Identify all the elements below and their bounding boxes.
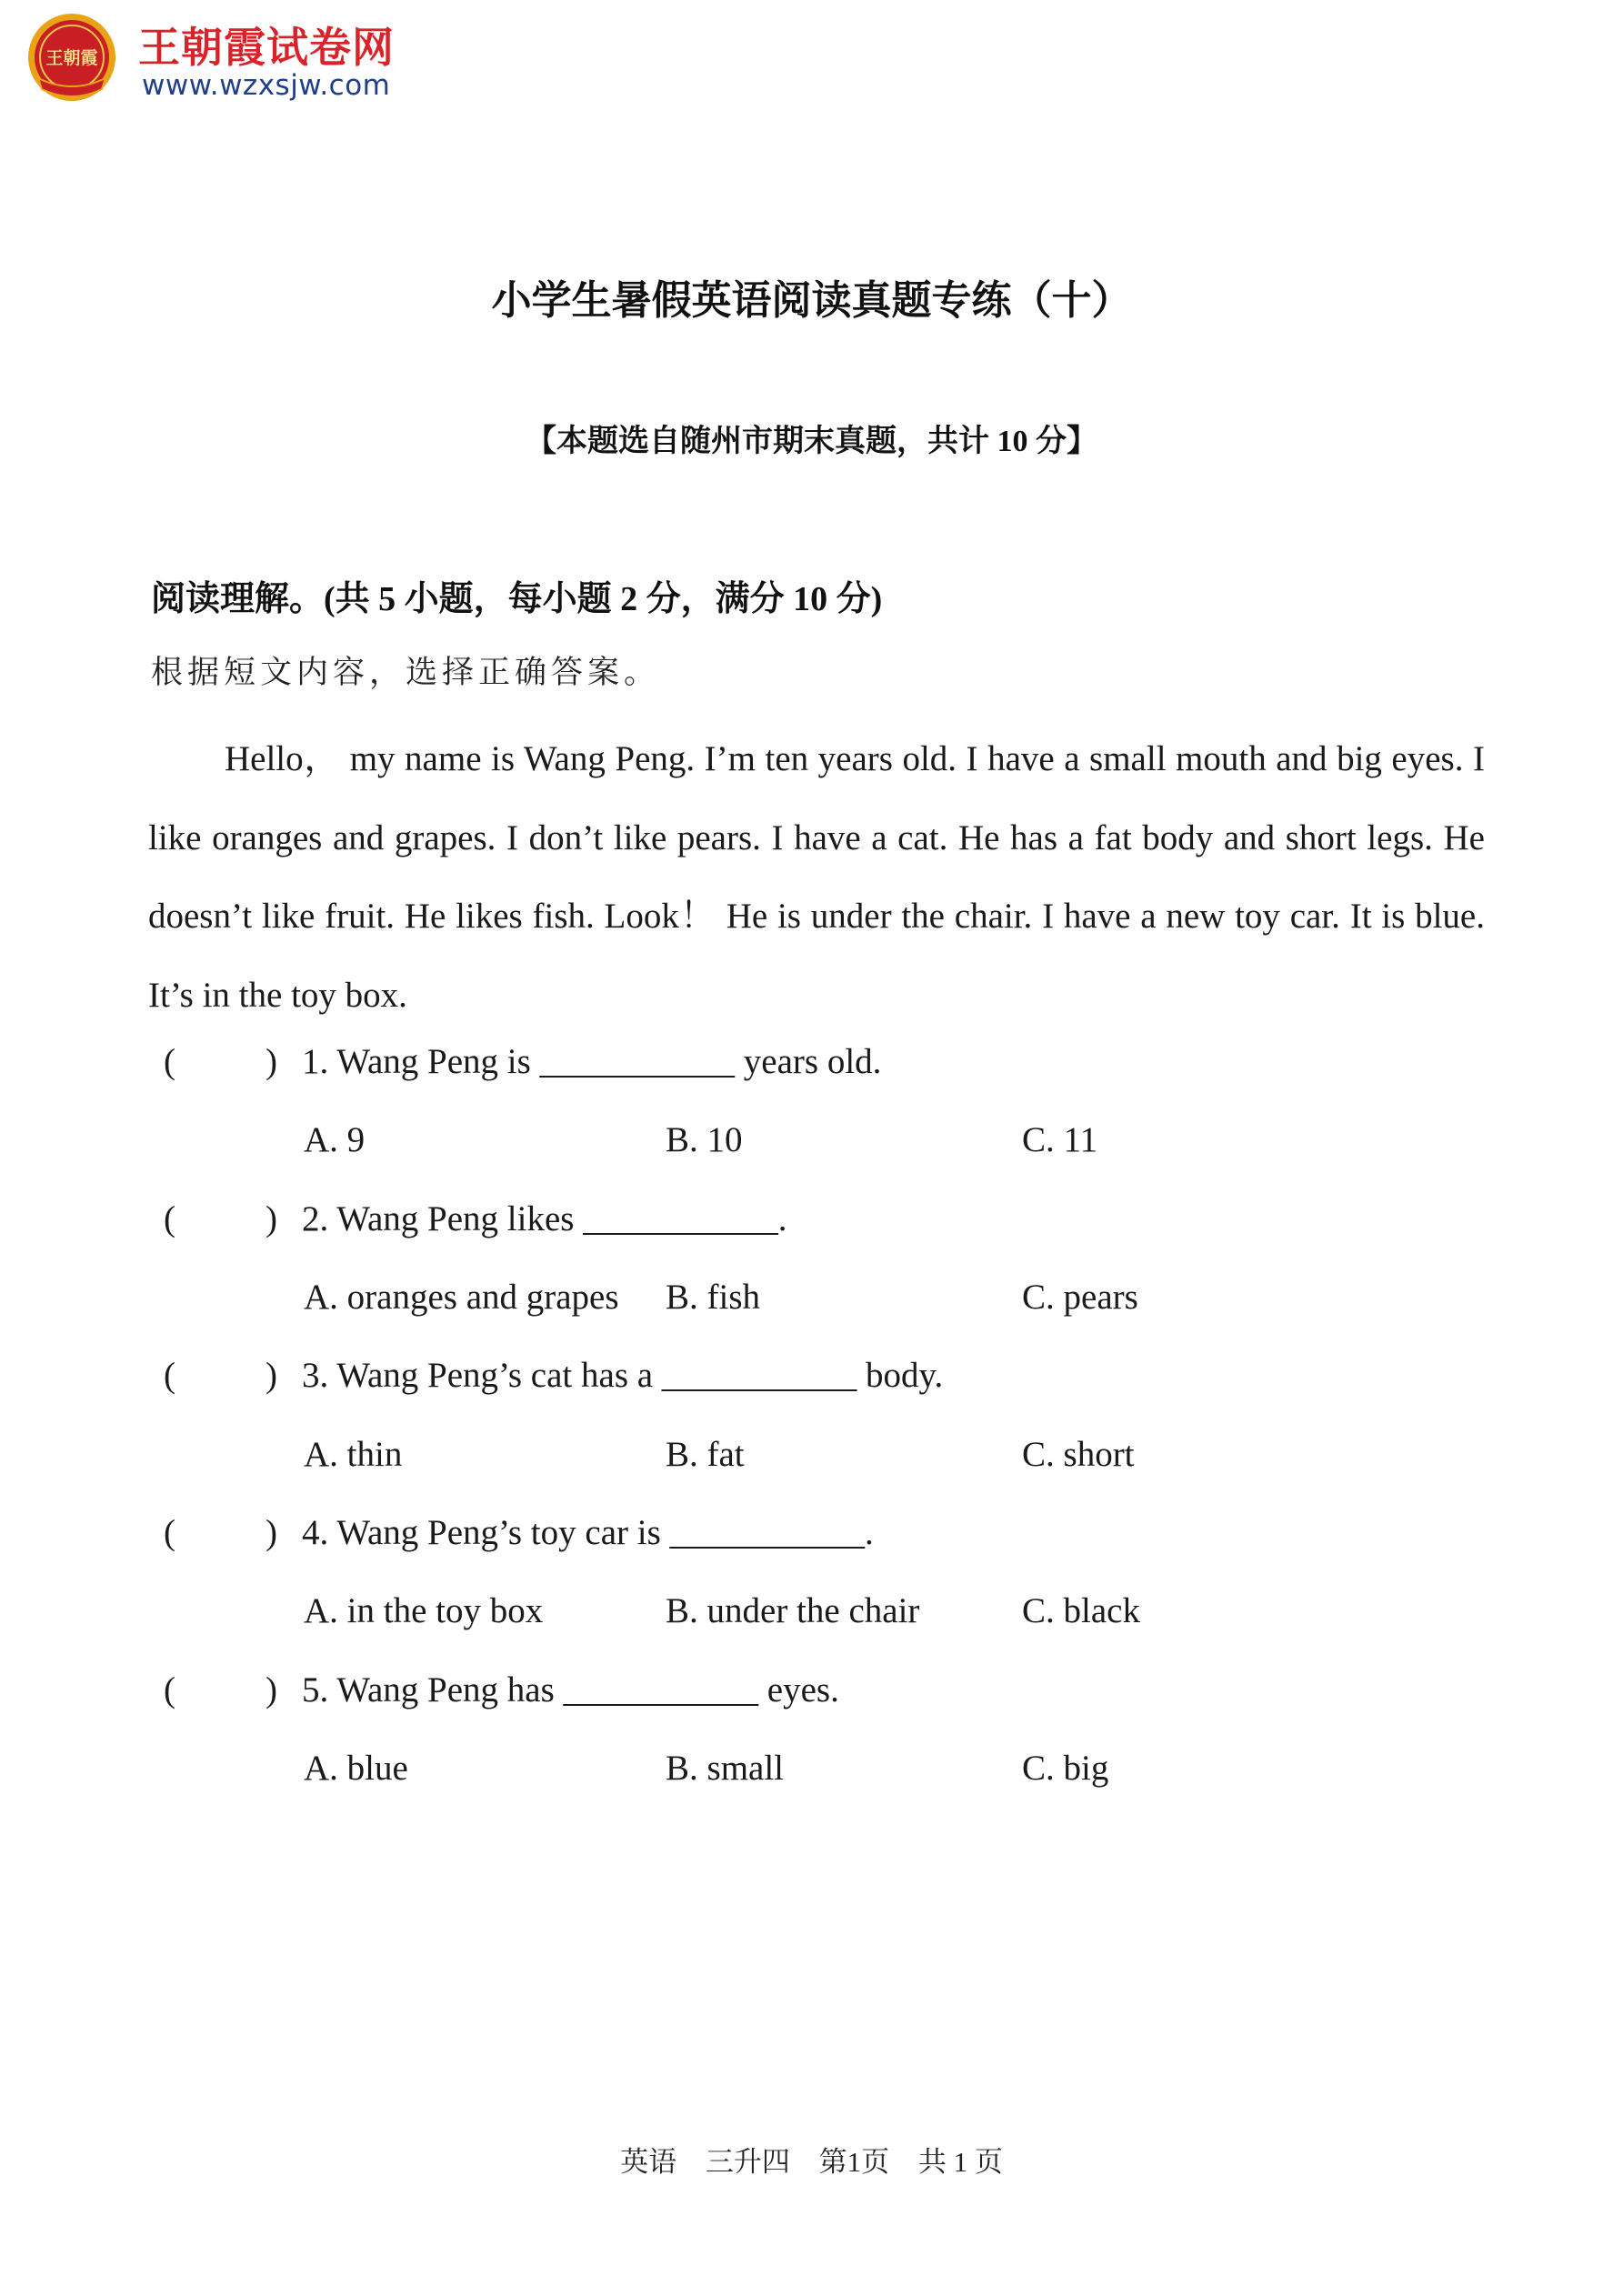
- option-c: C. pears: [1022, 1278, 1138, 1317]
- option-c: C. short: [1022, 1435, 1135, 1474]
- logo-url[interactable]: www.wzxsjw.com: [142, 69, 391, 102]
- question-text: 4. Wang Peng’s toy car is ___________.: [302, 1513, 874, 1552]
- footer-total-pages: 共 1 页: [917, 2146, 1003, 2178]
- footer-grade: 三升四: [705, 2146, 790, 2178]
- answer-blank-open: (: [164, 1356, 175, 1395]
- option-a: A. thin: [304, 1435, 403, 1474]
- answer-blank-close: ): [265, 1356, 277, 1395]
- option-a: A. oranges and grapes: [304, 1278, 619, 1317]
- answer-blank-close: ): [265, 1199, 277, 1238]
- footer-subject: 英语: [620, 2146, 677, 2178]
- answer-blank-close: ): [265, 1670, 277, 1709]
- logo-title: 王朝霞试卷网: [138, 23, 395, 72]
- question-text: 3. Wang Peng’s cat has a ___________ body.: [302, 1356, 944, 1395]
- answer-blank-close: ): [265, 1513, 277, 1552]
- answer-blank-open: (: [164, 1199, 175, 1238]
- logo-badge-icon: [25, 11, 118, 104]
- answer-blank-open: (: [164, 1513, 175, 1552]
- option-b: B. 10: [666, 1120, 743, 1159]
- question-text: 5. Wang Peng has ___________ eyes.: [302, 1670, 839, 1709]
- option-a: A. 9: [304, 1120, 366, 1159]
- option-c: C. black: [1022, 1591, 1140, 1630]
- reading-passage: Hello， my name is Wang Peng. I’m ten years old. I have a small mouth and big eyes. I like oranges and grapes. I don’t like pears. I have a cat. He has a fat body and short legs. He doesn’t like fruit. He likes fish. Look！ He is under the chair. I have a new toy car. It is blue. It’s in the toy box.: [148, 739, 1485, 1015]
- option-c: C. 11: [1022, 1120, 1098, 1159]
- footer-page-number: 第1页: [818, 2146, 890, 2178]
- answer-blank-open: (: [164, 1042, 175, 1081]
- section-heading: 阅读理解。(共 5 小题，每小题 2 分，满分 10 分): [151, 580, 883, 618]
- option-b: B. small: [666, 1749, 785, 1788]
- answer-blank-close: ): [265, 1042, 277, 1081]
- page-footer: [0, 2139, 1623, 2180]
- answer-blank-open: (: [164, 1670, 175, 1709]
- question-text: 1. Wang Peng is ___________ years old.: [302, 1042, 882, 1081]
- instruction-text: 根据短文内容，选择正确答案。: [151, 655, 661, 691]
- option-c: C. big: [1022, 1749, 1109, 1788]
- option-a: A. blue: [304, 1749, 408, 1788]
- option-a: A. in the toy box: [304, 1591, 544, 1630]
- logo-badge-text: 王朝霞: [45, 48, 98, 68]
- page-subtitle: 【本题选自随州市期末真题，共计 10 分】: [526, 425, 1097, 458]
- option-b: B. fat: [666, 1435, 745, 1474]
- site-logo[interactable]: [25, 7, 453, 107]
- question-text: 2. Wang Peng likes ___________.: [302, 1199, 787, 1238]
- option-b: B. under the chair: [666, 1591, 920, 1630]
- option-b: B. fish: [666, 1278, 761, 1317]
- page-title: 小学生暑假英语阅读真题专练（十）: [491, 277, 1132, 324]
